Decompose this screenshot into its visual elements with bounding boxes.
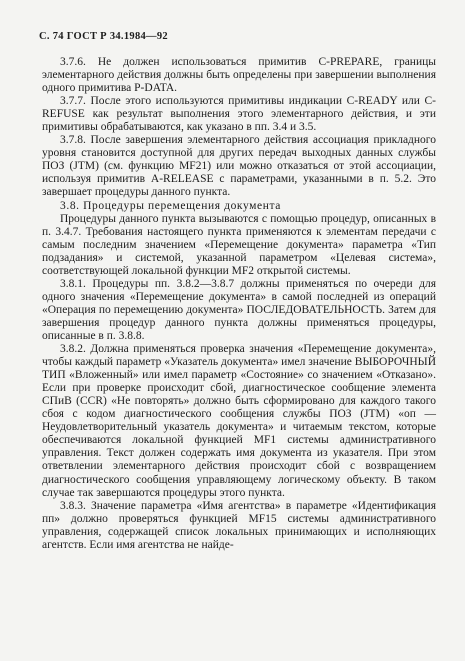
paragraph-3-8-3: 3.8.3. Значение параметра «Имя агентства» в параметре «Идентификация пп» должно проверяться функцией MF15 системы административного управления, содержащей список локальных принимающих и исполняющих агентств. Если имя агентства не найде-: [42, 499, 436, 551]
paragraph-3-8-intro: Процедуры данного пункта вызываются с помощью процедур, описанных в п. 3.4.7. Требования настоящего пункта применяются к элементам передачи с самым последним значением «Перемещение документа» параметра «Тип подзадания» и системой, указанной параметром «Целевая система», соответствующей локальной функции MF2 открытой системы.: [42, 212, 436, 277]
page-header: С. 74 ГОСТ Р 34.1984—92: [39, 31, 168, 42]
section-heading-3-8: 3.8. Процедуры перемещения документа: [60, 199, 281, 212]
paragraph-3-8-1: 3.8.1. Процедуры пп. 3.8.2—3.8.7 должны применяться по очереди для одного значения «Перемещение документа» в самой последней из операций «Операция по перемещению документа» ПОСЛЕДОВАТЕЛЬНОСТЬ. Затем для завершения процедур данного пункта должны применяться процедуры, описанные в п. 3.8.8.: [42, 277, 436, 342]
paragraph-3-7-8: 3.7.8. После завершения элементарного действия ассоциация прикладного уровня становится доступной для других передач выходных данных службы ПОЗ (JTM) (см. функцию MF21) или можно отказаться от этой ассоциации, используя примитив A-RELEASE с параметрами, указанными в п. 5.2. Это завершает процедуры данного пункта.: [42, 134, 436, 199]
paragraph-3-7-6: 3.7.6. Не должен использоваться примитив C-PREPARE, границы элементарного действия должны быть определены при завершении выполнения одного примитива P-DATA.: [42, 56, 436, 95]
paragraph-3-7-7: 3.7.7. После этого используются примитивы индикации C-READY или C-REFUSE как результат выполнения этого элементарного действия, и эти примитивы обрабатываются, как указано в пп. 3.4 и 3.5.: [42, 95, 436, 134]
paragraph-3-8-2: 3.8.2. Должна применяться проверка значения «Перемещение документа», чтобы каждый параметр «Указатель документа» имел значение ВЫБОРОЧНЫЙ ТИП «Вложенный» или имел параметр «Состояние» со значением «Отказано». Если при проверке происходит сбой, диагностическое сообщение элемента СПиВ (CCR) «Не повторять» должно быть сформировано для каждого такого сбоя с кодом диагностического сообщения службы ПОЗ (JTM) «оп — Неудовлетворительный указатель документа» и читаемым текстом, которые обеспечиваются локальной функцией MF1 системы административного управления. Текст должен содержать имя документа из указателя. При этом ответвлении элементарного действия происходит сбой с возвращением диагностического сообщения управляющему логическому объекту. В таком случае так завершаются процедуры этого пункта.: [42, 343, 436, 499]
document-body: [42, 56, 436, 552]
